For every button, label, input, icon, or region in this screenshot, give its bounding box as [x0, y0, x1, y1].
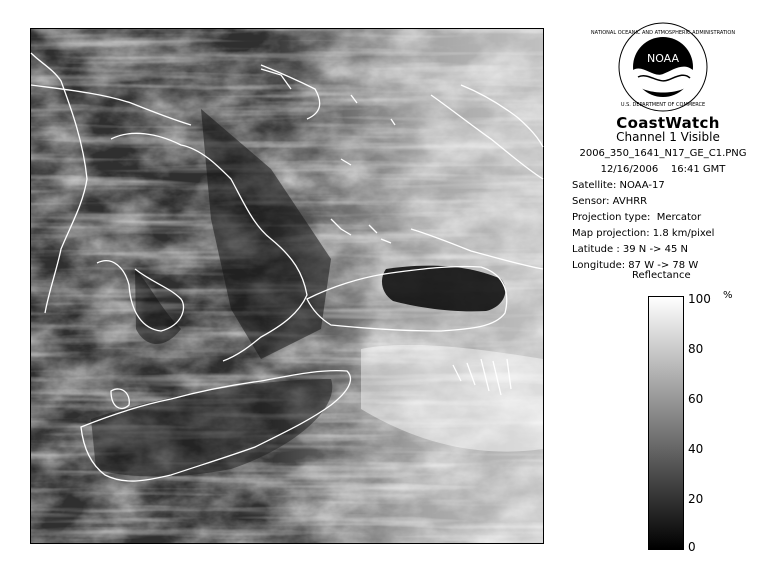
- tick-label-40: 40: [688, 442, 704, 456]
- metadata-block: [572, 146, 776, 274]
- logo-ring-text: NATIONAL OCEANIC AND ATMOSPHERIC ADMINISTRATION: [590, 30, 736, 36]
- filename-text: 2006_350_1641_N17_GE_C1.PNG: [579, 148, 747, 159]
- longitude-text: Longitude: 87 W -> 78 W: [572, 260, 699, 271]
- satellite-text: Satellite: NOAA-17: [572, 180, 665, 191]
- reflectance-colorbar: [648, 296, 684, 550]
- logo-ring-text-bottom: U.S. DEPARTMENT OF COMMERCE: [620, 102, 706, 108]
- info-panel: [560, 20, 776, 560]
- tick-label-0: 0: [688, 540, 696, 554]
- logo-text: NOAA: [646, 52, 680, 65]
- map-projection-text: Map projection: 1.8 km/pixel: [572, 228, 715, 239]
- legend-label: Reflectance: [632, 270, 691, 281]
- datetime-text: 12/16/2006 16:41 GMT: [600, 164, 726, 175]
- panel-subtitle: Channel 1 Visible: [616, 130, 720, 144]
- satellite-image: [30, 28, 544, 544]
- tick-label-20: 20: [688, 492, 704, 506]
- projection-type-text: Projection type: Mercator: [572, 212, 702, 223]
- legend-unit: %: [723, 290, 733, 301]
- sensor-text: Sensor: AVHRR: [572, 196, 648, 207]
- panel-title: CoastWatch: [616, 114, 720, 132]
- tick-label-80: 80: [688, 342, 704, 356]
- tick-label-100: 100: [688, 292, 711, 306]
- latitude-text: Latitude : 39 N -> 45 N: [572, 244, 688, 255]
- tick-label-60: 60: [688, 392, 704, 406]
- map-svg: [31, 29, 543, 543]
- noaa-logo: [590, 22, 736, 112]
